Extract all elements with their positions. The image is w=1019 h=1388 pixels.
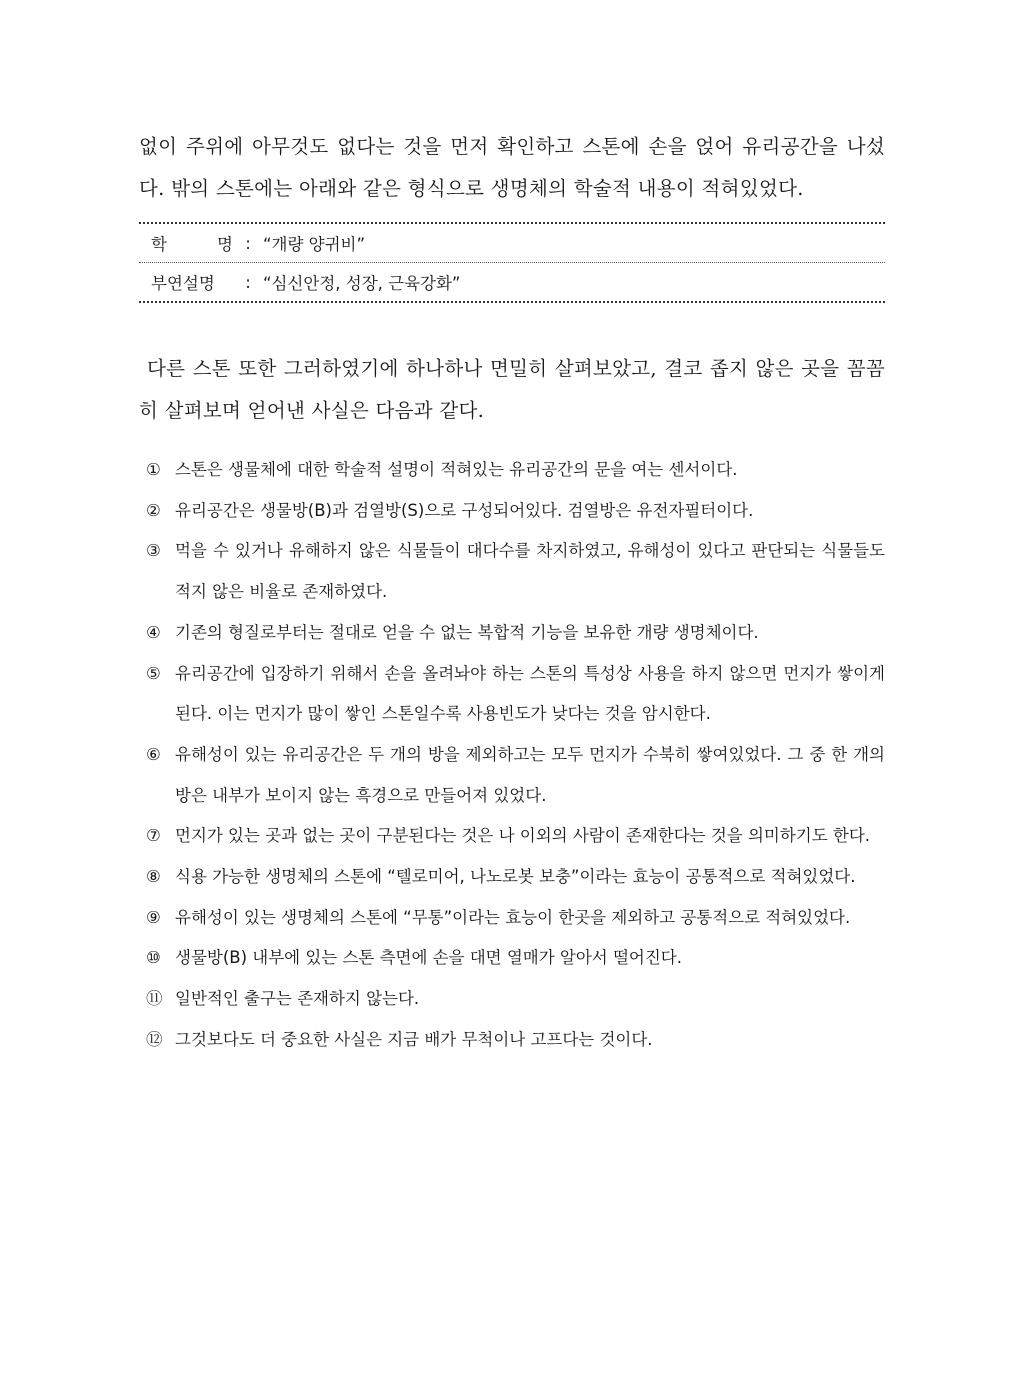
list-item <box>146 857 885 898</box>
item-text: 스톤은 생물체에 대한 학술적 설명이 적혀있는 유리공간의 문을 여는 센서이다. <box>175 460 738 479</box>
item-text: 먼지가 있는 곳과 없는 곳이 구분된다는 것은 나 이외의 사람이 존재한다는 것을 의미하기도 한다. <box>175 826 871 846</box>
item-number: ⑥ <box>146 744 161 764</box>
findings-list <box>139 450 885 1061</box>
item-text: 기존의 형질로부터는 절대로 얻을 수 없는 복합적 기능을 보유한 개량 생명체이다. <box>175 622 759 642</box>
item-number: ⑩ <box>146 948 161 968</box>
list-item <box>146 613 885 654</box>
findings-intro-paragraph: 다른 스톤 또한 그러하였기에 하나하나 면밀히 살펴보았고, 결코 좁지 않은 곳을 꼼꼼히 살펴보며 얻어낸 사실은 다음과 같다. <box>139 357 885 422</box>
colon: : <box>245 233 251 253</box>
list-item <box>146 1020 885 1061</box>
description-value: “심신안정, 성장, 근육강화” <box>263 274 461 293</box>
list-item <box>146 450 885 491</box>
item-number: ⑧ <box>146 867 161 887</box>
list-item <box>146 898 885 939</box>
item-number: ⑨ <box>146 907 161 927</box>
item-text: 식용 가능한 생명체의 스톤에 “텔로미어, 나노로봇 보충”이라는 효능이 공통적으로 적혀있었다. <box>175 867 856 887</box>
list-item <box>146 491 885 532</box>
list-item <box>146 979 885 1020</box>
item-text: 생물방(B) 내부에 있는 스톤 측면에 손을 대면 열매가 알아서 떨어진다. <box>175 948 682 968</box>
item-text: 유해성이 있는 생명체의 스톤에 “무통”이라는 효능이 한곳을 제외하고 공통적으로 적혀있었다. <box>175 907 851 927</box>
item-number: ⑫ <box>146 1029 163 1049</box>
list-item <box>146 816 885 857</box>
item-text: 유해성이 있는 유리공간은 두 개의 방을 제외하고는 모두 먼지가 수북히 쌓여있었다. 그 중 한 개의 방은 내부가 보이지 않는 흑경으로 만들어져 있었다. <box>175 744 885 805</box>
item-number: ③ <box>146 541 161 561</box>
list-item <box>146 938 885 979</box>
scientific-name-label <box>151 231 233 255</box>
item-number: ① <box>146 460 161 479</box>
item-text: 먹을 수 있거나 유해하지 않은 식물들이 대다수를 차지하였고, 유해성이 있다고 판단되는 식물들도 적지 않은 비율로 존재하였다. <box>175 541 885 602</box>
item-text: 그것보다도 더 중요한 사실은 지금 배가 무척이나 고프다는 것이다. <box>175 1029 653 1049</box>
description-label: 부연설명 <box>151 274 215 293</box>
list-item <box>146 531 885 612</box>
list-item <box>146 654 885 735</box>
item-number: ⑪ <box>146 989 163 1009</box>
label-char: 학 <box>151 235 167 254</box>
item-text: 유리공간은 생물방(B)과 검열방(S)으로 구성되어있다. 검열방은 유전자필터이다. <box>175 500 754 520</box>
stone-info-table <box>139 222 885 303</box>
list-item <box>146 735 885 816</box>
scientific-name-value: “개량 양귀비” <box>263 235 366 254</box>
colon: : <box>245 272 251 292</box>
table-row <box>139 262 885 301</box>
item-number: ④ <box>146 622 161 642</box>
label-char: 명 <box>217 235 233 254</box>
item-number: ⑤ <box>146 663 161 683</box>
intro-paragraph: 없이 주위에 아무것도 없다는 것을 먼저 확인하고 스톤에 손을 얹어 유리공간을 나섰다. 밖의 스톤에는 아래와 같은 형식으로 생명체의 학술적 내용이 적혀있었다. <box>139 135 885 200</box>
item-number: ② <box>146 500 161 520</box>
item-number: ⑦ <box>146 826 161 846</box>
item-text: 일반적인 출구는 존재하지 않는다. <box>175 989 420 1009</box>
table-row <box>139 224 885 262</box>
document-page <box>139 126 885 1061</box>
item-text: 유리공간에 입장하기 위해서 손을 올려놔야 하는 스톤의 특성상 사용을 하지 않으면 먼지가 쌓이게 된다. 이는 먼지가 많이 쌓인 스톤일수록 사용빈도가 낮다는 것을 암시한다. <box>175 663 885 724</box>
